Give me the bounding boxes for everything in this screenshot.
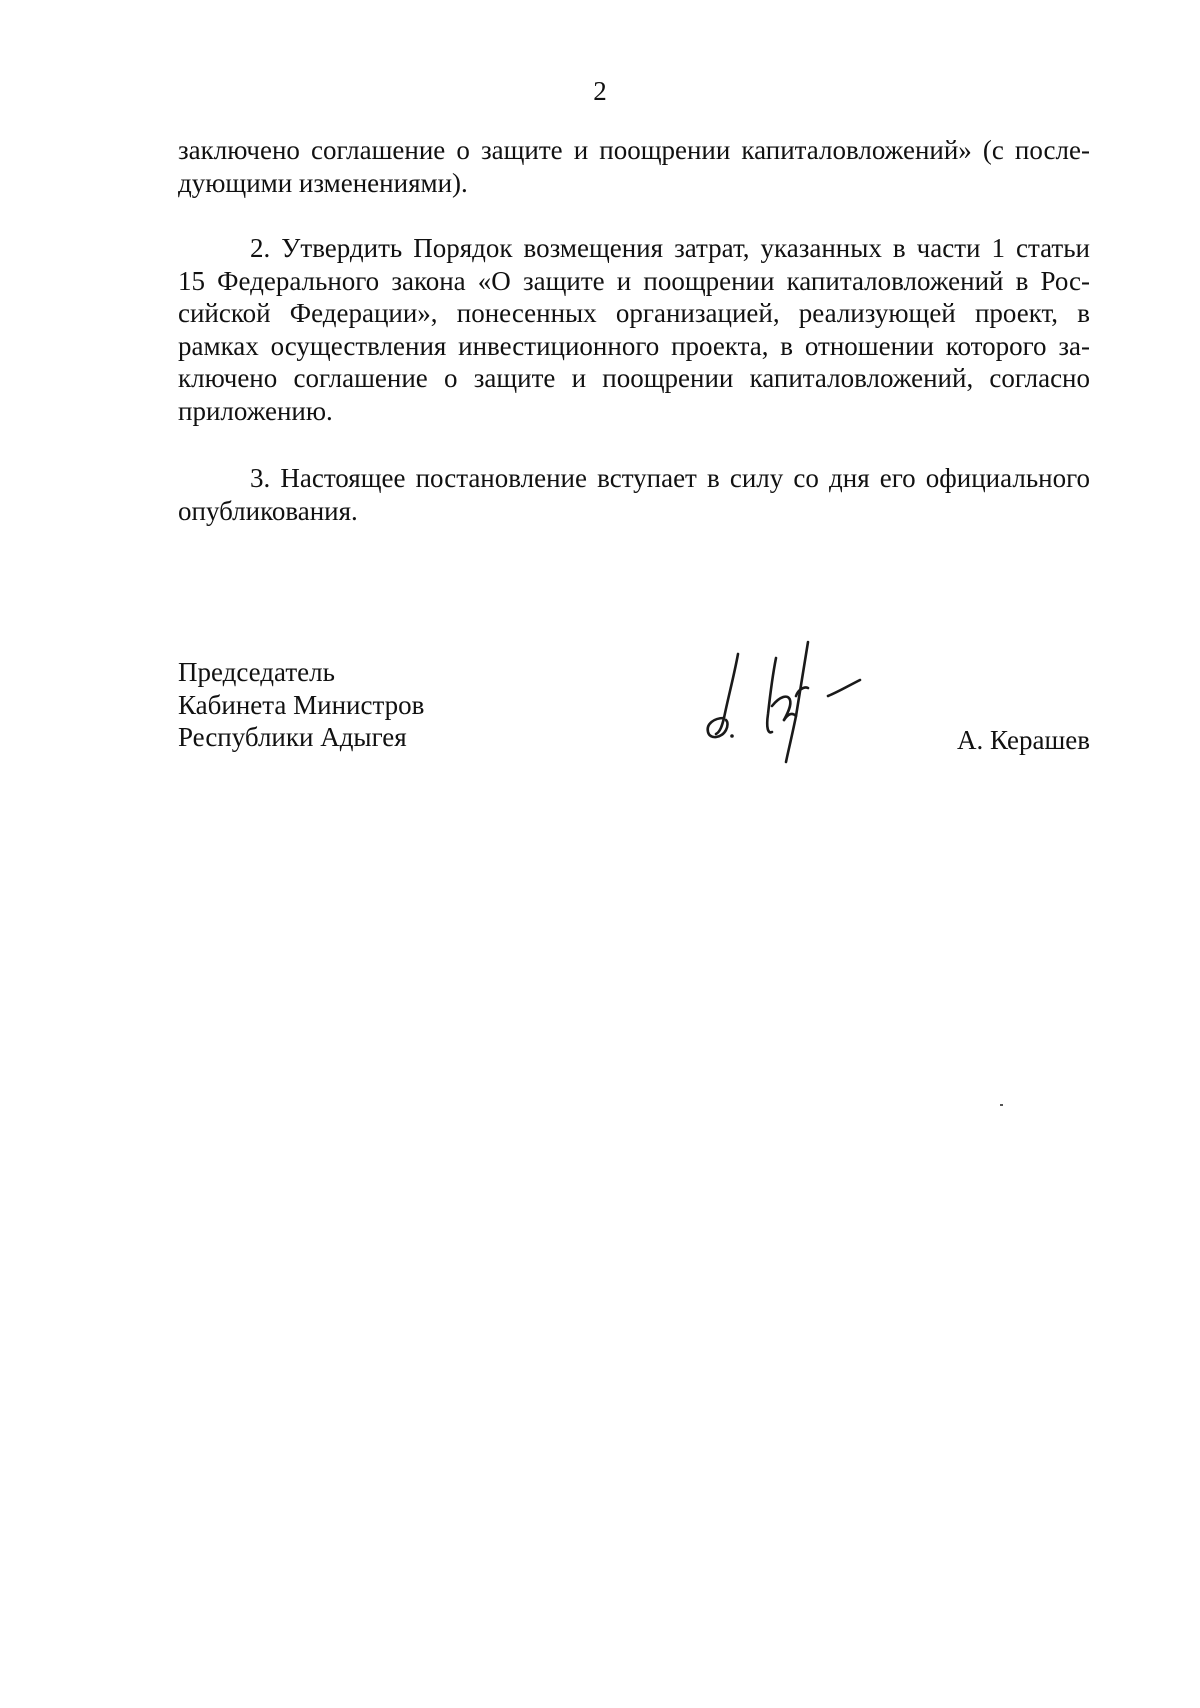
paragraph-line: заключено соглашение о защите и поощрении капиталовложений» (с после- xyxy=(178,135,1090,165)
signatory-title-line: Республики Адыгея xyxy=(178,722,407,753)
handwritten-signature xyxy=(680,636,880,766)
paragraph-line: дующими изменениями). xyxy=(178,167,468,198)
signatory-title xyxy=(178,656,424,754)
page-number: 2 xyxy=(593,76,607,106)
paragraph-line: сийской Федерации», понесенных организацией, реализующей проект, в xyxy=(178,298,1090,329)
scan-speck xyxy=(1000,1104,1003,1106)
paragraph-item-3 xyxy=(178,462,1090,527)
paragraph-line: ключено соглашение о защите и поощрении капиталовложений, согласно xyxy=(178,363,1090,394)
paragraph-line: 2. Утвердить Порядок возмещения затрат, указанных в части 1 статьи xyxy=(250,233,1090,263)
paragraph-item-2 xyxy=(178,232,1090,428)
signatory-title-line: Кабинета Министров xyxy=(178,689,425,720)
paragraph-line: рамках осуществления инвестиционного проекта, в отношении которого за- xyxy=(178,330,1090,361)
paragraph-line: приложению. xyxy=(178,395,333,426)
signatory-name: А. Керашев xyxy=(957,725,1090,755)
paragraph-continuation xyxy=(178,134,1090,199)
paragraph-line: 3. Настоящее постановление вступает в силу со дня его официального xyxy=(250,463,1090,493)
paragraph-line: опубликования. xyxy=(178,495,358,526)
signatory-title-line: Председатель xyxy=(178,657,335,687)
paragraph-line: 15 Федерального закона «О защите и поощрении капиталовложений в Рос- xyxy=(178,265,1090,296)
